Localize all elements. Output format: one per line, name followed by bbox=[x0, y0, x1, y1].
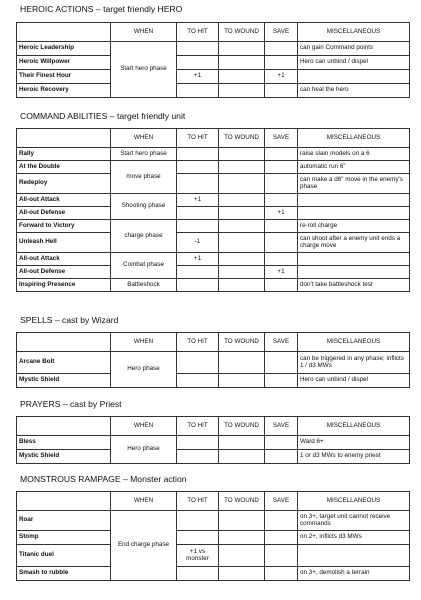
row-save bbox=[265, 84, 298, 98]
table-row bbox=[17, 70, 410, 84]
spells-table bbox=[16, 332, 410, 388]
row-to-hit: +1 vs monster bbox=[177, 545, 219, 567]
table-row bbox=[17, 148, 410, 161]
row-to-hit bbox=[177, 352, 219, 374]
row-save bbox=[265, 511, 298, 531]
header-misc: MISCELLANEOUS bbox=[298, 417, 410, 436]
row-when: End charge phase bbox=[111, 511, 177, 581]
row-to-wound bbox=[219, 374, 265, 388]
row-misc bbox=[298, 207, 410, 220]
row-name: Forward to Victory bbox=[17, 220, 111, 233]
row-to-hit bbox=[177, 450, 219, 464]
row-to-wound bbox=[219, 531, 265, 545]
row-name: Heroic Leadership bbox=[17, 42, 111, 56]
row-to-hit bbox=[177, 374, 219, 388]
row-to-hit bbox=[177, 174, 219, 194]
row-misc: can shoot after a enemy unit ends a charge move bbox=[298, 233, 410, 253]
row-to-hit bbox=[177, 279, 219, 292]
row-to-wound bbox=[219, 279, 265, 292]
row-misc: Hero can unbind / dispel bbox=[298, 56, 410, 70]
row-misc: on 3+, target unit cannot receive commands bbox=[298, 511, 410, 531]
header-save: SAVE bbox=[265, 129, 298, 148]
header-row bbox=[17, 492, 410, 511]
row-misc: on 2+, inflicts d3 MWs bbox=[298, 531, 410, 545]
row-save bbox=[265, 220, 298, 233]
row-misc bbox=[298, 194, 410, 207]
row-to-hit: +1 bbox=[177, 70, 219, 84]
row-to-wound bbox=[219, 436, 265, 450]
header-save: SAVE bbox=[265, 492, 298, 511]
table-row bbox=[17, 194, 410, 207]
row-name: Their Finest Hour bbox=[17, 70, 111, 84]
row-when: Shooting phase bbox=[111, 194, 177, 220]
header-misc: MISCELLANEOUS bbox=[298, 23, 410, 42]
row-save: +1 bbox=[265, 70, 298, 84]
header-to-wound: TO WOUND bbox=[219, 492, 265, 511]
header-save: SAVE bbox=[265, 23, 298, 42]
table-row bbox=[17, 233, 410, 253]
row-name: Arcane Bolt bbox=[17, 352, 111, 374]
row-when: Hero phase bbox=[111, 436, 177, 464]
row-to-wound bbox=[219, 220, 265, 233]
row-to-wound bbox=[219, 266, 265, 279]
command-abilities-table bbox=[16, 128, 410, 292]
header-row bbox=[17, 23, 410, 42]
row-name: At the Double bbox=[17, 161, 111, 174]
header-to-hit: TO HIT bbox=[177, 129, 219, 148]
row-to-hit bbox=[177, 220, 219, 233]
row-name: Rally bbox=[17, 148, 111, 161]
row-to-wound bbox=[219, 352, 265, 374]
table-row bbox=[17, 531, 410, 545]
row-misc: Hero can unbind / dispel bbox=[298, 374, 410, 388]
row-to-hit bbox=[177, 42, 219, 56]
row-to-wound bbox=[219, 56, 265, 70]
header-blank bbox=[17, 492, 111, 511]
row-to-wound bbox=[219, 174, 265, 194]
header-row bbox=[17, 129, 410, 148]
header-save: SAVE bbox=[265, 417, 298, 436]
row-to-wound bbox=[219, 450, 265, 464]
row-misc bbox=[298, 266, 410, 279]
header-when: WHEN bbox=[111, 129, 177, 148]
row-name: Stomp bbox=[17, 531, 111, 545]
row-misc bbox=[298, 70, 410, 84]
header-to-hit: TO HIT bbox=[177, 23, 219, 42]
row-when: Start hero phase bbox=[111, 148, 177, 161]
row-save: +1 bbox=[265, 266, 298, 279]
header-save: SAVE bbox=[265, 333, 298, 352]
row-to-wound bbox=[219, 567, 265, 581]
row-save bbox=[265, 253, 298, 266]
row-to-hit bbox=[177, 266, 219, 279]
row-to-wound bbox=[219, 545, 265, 567]
row-to-wound bbox=[219, 161, 265, 174]
section-title: PRAYERS – cast by Priest bbox=[20, 399, 122, 409]
table-row bbox=[17, 567, 410, 581]
table-row bbox=[17, 207, 410, 220]
table-row bbox=[17, 161, 410, 174]
row-name: Heroic Recovery bbox=[17, 84, 111, 98]
header-when: WHEN bbox=[111, 492, 177, 511]
table-row bbox=[17, 436, 410, 450]
row-misc: can gain Command points bbox=[298, 42, 410, 56]
header-when: WHEN bbox=[111, 23, 177, 42]
row-to-wound bbox=[219, 511, 265, 531]
header-when: WHEN bbox=[111, 333, 177, 352]
header-to-hit: TO HIT bbox=[177, 417, 219, 436]
row-name: Redeploy bbox=[17, 174, 111, 194]
header-blank bbox=[17, 129, 111, 148]
section-title: HEROIC ACTIONS – target friendly HERO bbox=[20, 4, 183, 14]
header-to-wound: TO WOUND bbox=[219, 417, 265, 436]
row-name: Smash to rubble bbox=[17, 567, 111, 581]
row-save bbox=[265, 567, 298, 581]
row-when: Start hero phase bbox=[111, 42, 177, 98]
row-misc: on 3+, demolish a terrain bbox=[298, 567, 410, 581]
row-save bbox=[265, 194, 298, 207]
row-name: Mystic Shield bbox=[17, 450, 111, 464]
header-to-wound: TO WOUND bbox=[219, 23, 265, 42]
monstrous-rampage-table bbox=[16, 491, 410, 581]
row-save: +1 bbox=[265, 207, 298, 220]
row-when: move phase bbox=[111, 161, 177, 194]
prayers-table bbox=[16, 416, 410, 464]
header-row bbox=[17, 417, 410, 436]
row-when: Battleshock bbox=[111, 279, 177, 292]
table-row bbox=[17, 220, 410, 233]
row-misc: can be triggered in any phase; inflicts 1 / d3 MWs bbox=[298, 352, 410, 374]
row-when: charge phase bbox=[111, 220, 177, 253]
header-to-wound: TO WOUND bbox=[219, 333, 265, 352]
section-title: MONSTROUS RAMPAGE – Monster action bbox=[20, 474, 187, 484]
header-row bbox=[17, 333, 410, 352]
row-save bbox=[265, 233, 298, 253]
row-misc: re-roll charge bbox=[298, 220, 410, 233]
row-to-hit: -1 bbox=[177, 233, 219, 253]
table-row bbox=[17, 450, 410, 464]
row-name: Inspiring Presence bbox=[17, 279, 111, 292]
row-when: Hero phase bbox=[111, 352, 177, 388]
heroic-actions-table bbox=[16, 22, 410, 98]
row-name: Mystic Shield bbox=[17, 374, 111, 388]
row-misc: Ward 6+ bbox=[298, 436, 410, 450]
row-misc: raise slain models on a 6 bbox=[298, 148, 410, 161]
row-save bbox=[265, 56, 298, 70]
row-to-wound bbox=[219, 70, 265, 84]
row-misc: don't take battleshock test bbox=[298, 279, 410, 292]
row-name: All-out Attack bbox=[17, 253, 111, 266]
row-save bbox=[265, 531, 298, 545]
table-row bbox=[17, 352, 410, 374]
header-misc: MISCELLANEOUS bbox=[298, 333, 410, 352]
row-to-hit: +1 bbox=[177, 194, 219, 207]
row-to-wound bbox=[219, 42, 265, 56]
row-name: All-out Defense bbox=[17, 207, 111, 220]
table-row bbox=[17, 511, 410, 531]
row-misc: can heal the hero bbox=[298, 84, 410, 98]
row-misc bbox=[298, 545, 410, 567]
table-row bbox=[17, 56, 410, 70]
row-save bbox=[265, 161, 298, 174]
row-to-wound bbox=[219, 207, 265, 220]
row-to-hit: +1 bbox=[177, 253, 219, 266]
row-save bbox=[265, 374, 298, 388]
row-misc: 1 or d3 MWs to enemy priest bbox=[298, 450, 410, 464]
header-when: WHEN bbox=[111, 417, 177, 436]
row-save bbox=[265, 148, 298, 161]
table-row bbox=[17, 279, 410, 292]
header-misc: MISCELLANEOUS bbox=[298, 492, 410, 511]
table-row bbox=[17, 545, 410, 567]
row-name: Unleash Hell bbox=[17, 233, 111, 253]
row-misc: can make a d6" move in the enemy's phase bbox=[298, 174, 410, 194]
row-to-hit bbox=[177, 161, 219, 174]
row-name: All-out Attack bbox=[17, 194, 111, 207]
row-to-hit bbox=[177, 148, 219, 161]
row-save bbox=[265, 352, 298, 374]
row-when: Combat phase bbox=[111, 253, 177, 279]
row-to-hit bbox=[177, 56, 219, 70]
header-to-hit: TO HIT bbox=[177, 333, 219, 352]
row-to-hit bbox=[177, 84, 219, 98]
row-to-hit bbox=[177, 531, 219, 545]
row-to-hit bbox=[177, 511, 219, 531]
row-save bbox=[265, 450, 298, 464]
header-misc: MISCELLANEOUS bbox=[298, 129, 410, 148]
section-title: COMMAND ABILITIES – target friendly unit bbox=[20, 111, 186, 121]
row-name: Bless bbox=[17, 436, 111, 450]
table-row bbox=[17, 84, 410, 98]
row-name: Roar bbox=[17, 511, 111, 531]
header-to-wound: TO WOUND bbox=[219, 129, 265, 148]
row-save bbox=[265, 42, 298, 56]
header-blank bbox=[17, 333, 111, 352]
row-save bbox=[265, 174, 298, 194]
row-to-hit bbox=[177, 567, 219, 581]
section-title: SPELLS – cast by Wizard bbox=[20, 315, 119, 325]
table-row bbox=[17, 374, 410, 388]
row-name: Heroic Willpower bbox=[17, 56, 111, 70]
row-to-wound bbox=[219, 233, 265, 253]
row-misc: automatic run 6" bbox=[298, 161, 410, 174]
header-blank bbox=[17, 417, 111, 436]
row-save bbox=[265, 436, 298, 450]
row-to-hit bbox=[177, 207, 219, 220]
header-to-hit: TO HIT bbox=[177, 492, 219, 511]
table-row bbox=[17, 42, 410, 56]
row-to-wound bbox=[219, 84, 265, 98]
row-save bbox=[265, 545, 298, 567]
row-name: Titanic duel bbox=[17, 545, 111, 567]
row-name: All-out Defense bbox=[17, 266, 111, 279]
table-row bbox=[17, 253, 410, 266]
table-row bbox=[17, 174, 410, 194]
row-to-wound bbox=[219, 148, 265, 161]
row-save bbox=[265, 279, 298, 292]
row-to-hit bbox=[177, 436, 219, 450]
row-to-wound bbox=[219, 253, 265, 266]
header-blank bbox=[17, 23, 111, 42]
row-to-wound bbox=[219, 194, 265, 207]
row-misc bbox=[298, 253, 410, 266]
table-row bbox=[17, 266, 410, 279]
